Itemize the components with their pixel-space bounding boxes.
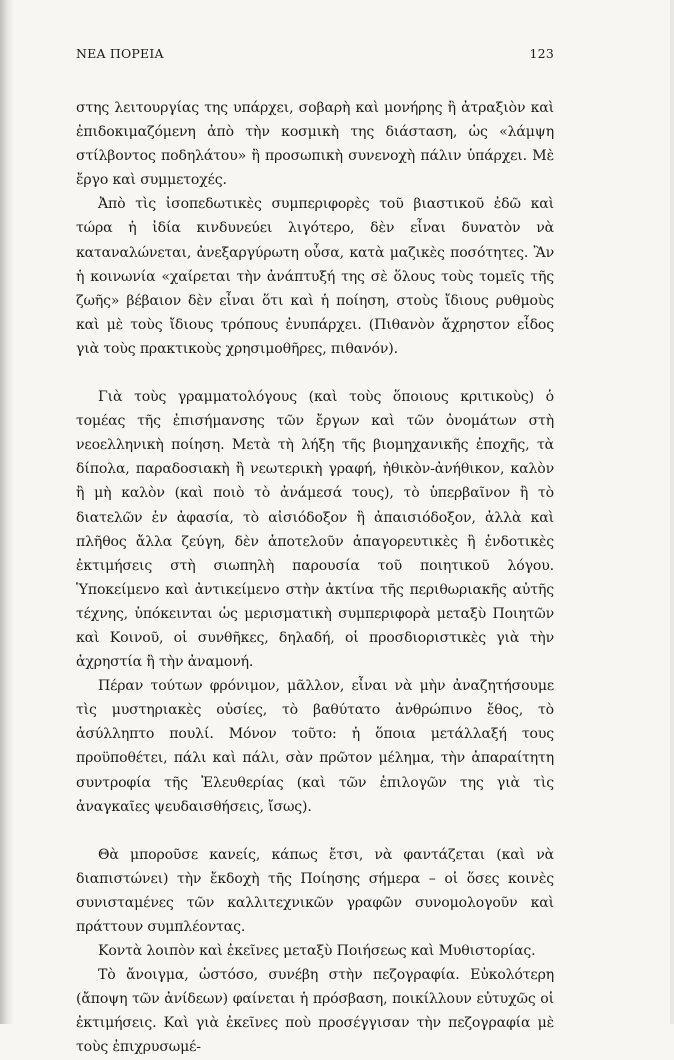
page-right-edge [670,0,674,1024]
body-text [76,96,554,1060]
page-number: 123 [529,46,554,61]
paragraph: Πέραν τούτων φρόνιμον, μᾶλλον, εἶναι νὰ μὴν ἀναζητήσουμε τὶς μυστηριακὲς οὐσίες, τὸ βαθύτατο ἀνθρώπινο ἔθος, τὸ ἀσύλληπτο πουλί. Μόνον τοῦτο: ἡ ὅποια μετάλλαξή τους προϋποθέτει, πάλι καὶ πάλι, σὰν πρῶτον μέλημα, τὴν ἀπαραίτητη συντροφία τῆς Ἐλευθερίας (καὶ τῶν ἐπιλογῶν της γιὰ τὶς ἀναγκαῖες ψευδαισθήσεις, ἴσως). [76,678,554,815]
book-page [76,46,554,1060]
paragraph: Θὰ μποροῦσε κανείς, κάπως ἔτσι, νὰ φαντάζεται (καὶ νὰ διαπιστώνει) τὴν ἔκδοχὴ τῆς Ποίησης σήμερα – οἱ ὅσες κοινὲς συνισταμένες τῶν καλλιτεχνικῶν γραφῶν συνομολογοῦν καὶ πράττουν συμπλέοντας. [76,846,554,935]
page-gutter-shadow [0,0,14,1024]
running-head [76,46,554,64]
paragraph: Γιὰ τοὺς γραμματολόγους (καὶ τοὺς ὅποιους κριτικοὺς) ὁ τομέας τῆς ἐπισήμανσης τῶν ἔργων καὶ τῶν ὀνομάτων στὴ νεοελληνικὴ ποίηση. Μετὰ τὴ λήξη τῆς βιομηχανικῆς ἐποχῆς, τὰ δίπολα, παραδοσιακὴ ἢ νεωτερικὴ γραφή, ἠθικὸν-ἀνήθικον, καλὸν ἢ μὴ καλὸν (καὶ ποιὸ τὸ ἀνάμεσά τους), τὸ ὑπερβαῖνον ἢ τὸ διατελῶν ἐν ἀφασία, τὸ αἰσιόδοξον ἢ ἀπαισιόδοξον, ἀλλὰ καὶ πλῆθος ἄλλα ζεύγη, δὲν ἀποτελοῦν ἀπαγορευτικὲς ἢ ἐνδοτικὲς ἐκτιμήσεις στὴ σιωπηλὴ παρουσία τοῦ ποιητικοῦ λόγου. Ὑποκείμενο καὶ ἀντικείμενο στὴν ἀκτίνα τῆς περιθωριακῆς αὐτῆς τέχνης, ὑπόκεινται ὡς μερισματικὴ συμπεριφορὰ μεταξὺ Ποιητῶν καὶ Κοινοῦ, οἱ συνθῆκες, δηλαδή, οἱ προσδιοριστικὲς γιὰ τὴν ἀχρηστία ἢ τὴν ἀναμονή. [76,389,554,671]
paragraph: Ἀπὸ τὶς ἰσοπεδωτικὲς συμπεριφορὲς τοῦ βιαστικοῦ ἐδῶ καὶ τώρα ἡ ἰδία κινδυνεύει λιγότερο, δὲν εἶναι δυνατὸν νὰ καταναλώνεται, ἀνεξαργύρωτη οὖσα, κατὰ μαζικὲς ποσότητες. Ἂν ἡ κοινωνία «χαίρεται τὴν ἀνάπτυξή της σὲ ὅλους τοὺς τομεῖς τῆς ζωῆς» βέβαιον δὲν εἶναι ὅτι καὶ ἡ ποίηση, στοὺς ἴδιους ρυθμοὺς καὶ μὲ τοὺς ἴδιους τρόπους ἐνυπάρχει. (Πιθανὸν ἄχρηστον εἶδος γιὰ τοὺς πρακτικοὺς χρησιμοθῆρες, πιθανόν). [76,196,554,357]
running-head-title: ΝΕΑ ΠΟΡΕΙΑ [76,46,164,61]
paragraph-continuation: στης λειτουργίας της υπάρχει, σοβαρὴ καὶ μονήρης ἢ ἀτραξιὸν καὶ ἐπιδοκιμαζόμενη ἀπὸ τὴν κοσμικὴ της διάσταση, ὡς «λάμψη στίλβοντος ποδηλάτου» ἢ προσωπικὴ συνενοχὴ πάλιν ὑπάρχει. Μὲ ἔργο καὶ συμμετοχές. [76,100,554,189]
paragraph: Τὸ ἄνοιγμα, ὡστόσο, συνέβη στὴν πεζογραφία. Εὐκολότερη (ἄποψη τῶν ἀνίδεων) φαίνεται ἡ πρόσβαση, ποικίλλουν εὐτυχῶς οἱ ἐκτιμήσεις. Καὶ γιὰ ἐκεῖνες ποὺ προσέγγισαν τὴν πεζογραφία μὲ τοὺς ἐπιχρυσωμέ- [76,967,554,1056]
paragraph: Κοντὰ λοιπὸν καὶ ἐκεῖνες μεταξὺ Ποιήσεως καὶ Μυθιστορίας. [98,943,536,960]
